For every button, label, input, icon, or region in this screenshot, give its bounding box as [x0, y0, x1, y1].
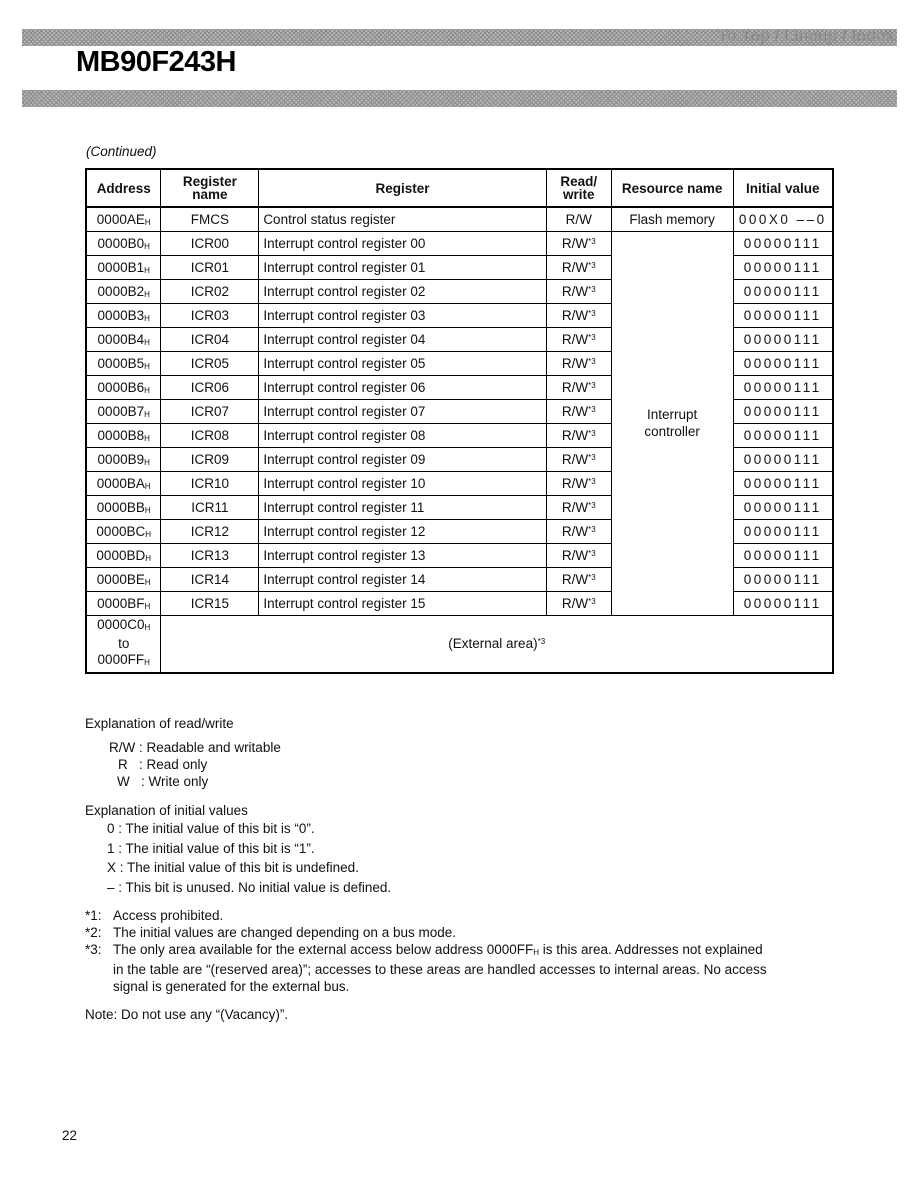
register-name-cell: ICR08	[161, 423, 259, 447]
address-cell: $0000B1_H$	[86, 255, 161, 279]
address-cell: $0000B2_H$	[86, 279, 161, 303]
register-name-cell: ICR07	[161, 399, 259, 423]
register-name-cell: ICR00	[161, 231, 259, 255]
register-cell: Interrupt control register 03	[259, 303, 546, 327]
register-name-cell: ICR09	[161, 447, 259, 471]
initial-value-cell: 00000111	[733, 591, 833, 615]
initial-value-cell: 00000111	[733, 567, 833, 591]
rw-cell: $R/W^{*3}$	[546, 423, 611, 447]
initial-explanation	[85, 802, 391, 897]
column-header: Address	[86, 169, 161, 207]
address-cell: $0000BA_H$	[86, 471, 161, 495]
list-item: X : The initial value of this bit is undefined.	[107, 860, 359, 875]
register-cell: Interrupt control register 15	[259, 591, 546, 615]
address-cell: $0000B8_H$	[86, 423, 161, 447]
register-cell: Interrupt control register 07	[259, 399, 546, 423]
table-row-external	[86, 615, 833, 673]
rw-cell: $R/W^{*3}$	[546, 447, 611, 471]
list-item: 1 : The initial value of this bit is “1”.	[107, 840, 315, 856]
register-cell: Interrupt control register 01	[259, 255, 546, 279]
register-name-cell: ICR05	[161, 351, 259, 375]
rw-cell: $R/W^{*3}$	[546, 351, 611, 375]
rw-cell: $R/W^{*3}$	[546, 255, 611, 279]
column-header: Initial value	[733, 169, 833, 207]
address-cell: $0000B9_H$	[86, 447, 161, 471]
footnote-3-line: signal is generated for the external bus.	[113, 979, 350, 994]
list-item: W : Write only	[117, 774, 209, 789]
register-cell: Interrupt control register 02	[259, 279, 546, 303]
initial-value-cell: 00000111	[733, 495, 833, 519]
register-name-cell: ICR15	[161, 591, 259, 615]
register-cell: Interrupt control register 11	[259, 495, 546, 519]
note: Note: Do not use any “(Vacancy)”.	[85, 1007, 289, 1022]
address-cell: $0000B5_H$	[86, 351, 161, 375]
address-cell: $0000BD_H$	[86, 543, 161, 567]
address-cell: $0000B7_H$	[86, 399, 161, 423]
table-row	[86, 207, 833, 231]
section-heading: Explanation of initial values	[85, 803, 248, 818]
register-name-cell: FMCS	[161, 207, 259, 231]
rw-cell: $R/W^{*3}$	[546, 231, 611, 255]
initial-value-cell: 00000111	[733, 543, 833, 567]
register-name-cell: ICR13	[161, 543, 259, 567]
initial-value-cell: 00000111	[733, 327, 833, 351]
register-name-cell: ICR14	[161, 567, 259, 591]
initial-value-cell: 00000111	[733, 303, 833, 327]
list-item: 0 : The initial value of this bit is “0”.	[107, 821, 315, 836]
register-cell: Interrupt control register 06	[259, 375, 546, 399]
register-cell: Interrupt control register 14	[259, 567, 546, 591]
register-cell: Interrupt control register 00	[259, 231, 546, 255]
header-band-bottom	[22, 90, 897, 107]
rw-cell: $R/W^{*3}$	[546, 399, 611, 423]
register-name-cell: ICR03	[161, 303, 259, 327]
footnote-1: *1: Access prohibited.	[85, 908, 224, 923]
address-cell: $0000B4_H$	[86, 327, 161, 351]
register-name-cell: ICR01	[161, 255, 259, 279]
address-cell: $0000B0_H$	[86, 231, 161, 255]
register-name-cell: ICR02	[161, 279, 259, 303]
resource-cell: Flash memory	[611, 207, 733, 231]
rw-cell: R/W	[546, 207, 611, 231]
external-area-cell: (External area)$^{*3}$	[161, 615, 833, 673]
register-table	[85, 168, 834, 674]
address-cell: $0000BF_H$	[86, 591, 161, 615]
register-cell: Interrupt control register 08	[259, 423, 546, 447]
initial-value-cell: 00000111	[733, 375, 833, 399]
register-name-cell: ICR10	[161, 471, 259, 495]
initial-value-cell: 00000111	[733, 351, 833, 375]
register-cell: Interrupt control register 04	[259, 327, 546, 351]
initial-value-cell: 00000111	[733, 519, 833, 543]
column-header: Register name	[161, 169, 259, 207]
list-item: R : Read only	[118, 757, 208, 772]
address-cell: $0000BB_H$	[86, 495, 161, 519]
continued-label: (Continued)	[86, 144, 157, 159]
initial-value-cell: 00000111	[733, 423, 833, 447]
section-heading: Explanation of read/write	[85, 716, 234, 731]
rw-explanation	[85, 715, 281, 790]
initial-value-cell: 00000111	[733, 447, 833, 471]
address-cell: $0000AE_H$	[86, 207, 161, 231]
register-cell: Interrupt control register 05	[259, 351, 546, 375]
footnotes	[85, 907, 845, 995]
register-name-cell: ICR11	[161, 495, 259, 519]
table-row	[86, 231, 833, 255]
initial-value-cell: 00000111	[733, 255, 833, 279]
rw-cell: $R/W^{*3}$	[546, 567, 611, 591]
footnote-3-line: in the table are “(reserved area)”; accesses to these areas are handled accesses to internal areas. No access	[113, 962, 767, 977]
column-header: Read/ write	[546, 169, 611, 207]
rw-cell: $R/W^{*3}$	[546, 303, 611, 327]
initial-value-cell: 00000111	[733, 399, 833, 423]
register-cell: Control status register	[259, 207, 546, 231]
initial-value-cell: 00000111	[733, 231, 833, 255]
register-cell: Interrupt control register 10	[259, 471, 546, 495]
footnote-3: *3: The only area available for the external access below address $0000FF_H$ is this area. Addresses not explained	[85, 942, 763, 957]
resource-cell: Interrupt controller	[611, 231, 733, 615]
list-item: R/W : Readable and writable	[109, 740, 281, 755]
address-cell: $0000C0_H$ to $0000FF_H$	[86, 615, 161, 673]
rw-cell: $R/W^{*3}$	[546, 495, 611, 519]
initial-value-cell: 00000111	[733, 471, 833, 495]
rw-cell: $R/W^{*3}$	[546, 279, 611, 303]
list-item: – : This bit is unused. No initial value is defined.	[107, 879, 392, 895]
rw-cell: $R/W^{*3}$	[546, 471, 611, 495]
register-cell: Interrupt control register 09	[259, 447, 546, 471]
register-name-cell: ICR04	[161, 327, 259, 351]
address-cell: $0000BC_H$	[86, 519, 161, 543]
address-cell: $0000B3_H$	[86, 303, 161, 327]
footnote-2: *2: The initial values are changed depending on a bus mode.	[85, 925, 456, 940]
rw-cell: $R/W^{*3}$	[546, 327, 611, 351]
register-cell: Interrupt control register 12	[259, 519, 546, 543]
register-name-cell: ICR06	[161, 375, 259, 399]
column-header: Resource name	[611, 169, 733, 207]
register-cell: Interrupt control register 13	[259, 543, 546, 567]
initial-value-cell: 00000111	[733, 279, 833, 303]
table-header-row	[86, 169, 833, 207]
rw-cell: $R/W^{*3}$	[546, 375, 611, 399]
page-number: 22	[62, 1128, 78, 1143]
nav-link[interactable]: To Top / Lineup / Index	[716, 28, 893, 45]
rw-cell: $R/W^{*3}$	[546, 543, 611, 567]
column-header: Register	[259, 169, 546, 207]
address-cell: $0000B6_H$	[86, 375, 161, 399]
register-name-cell: ICR12	[161, 519, 259, 543]
address-cell: $0000BE_H$	[86, 567, 161, 591]
initial-value-cell: 000X0 ––0	[733, 207, 833, 231]
rw-cell: $R/W^{*3}$	[546, 519, 611, 543]
page-title: MB90F243H	[76, 46, 236, 78]
rw-cell: $R/W^{*3}$	[546, 591, 611, 615]
